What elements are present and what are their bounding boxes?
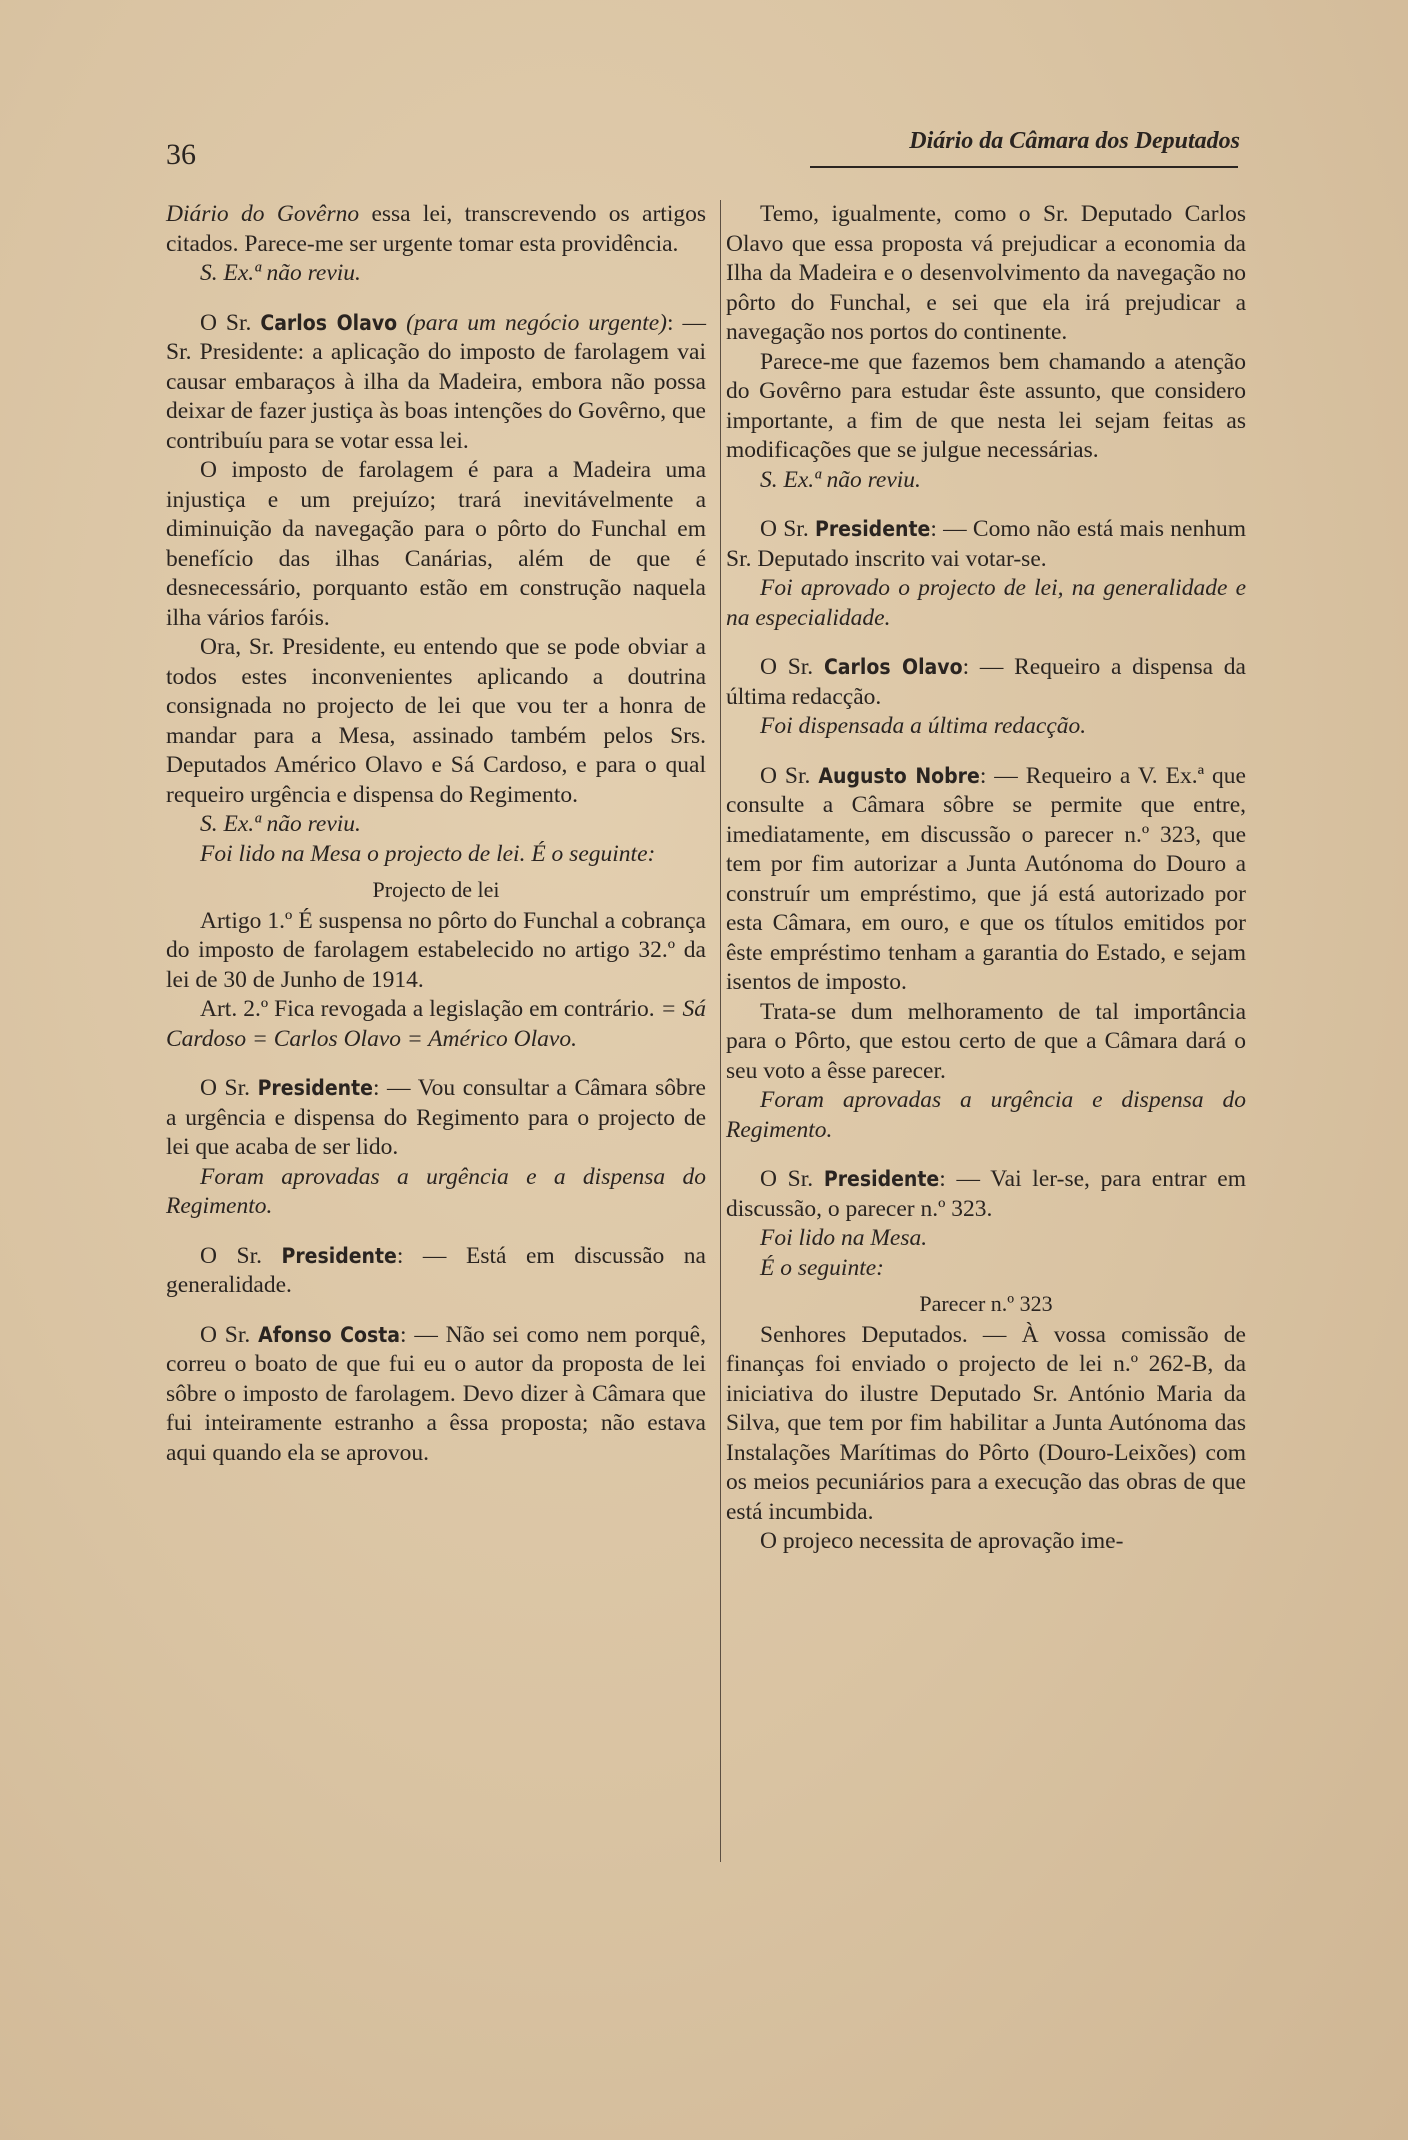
paragraph: Ora, Sr. Presidente, eu entendo que se pode obviar a todos estes inconvenientes aplicando a doutrina consignada no projecto de lei que vou ter a honra de mandar para a Mesa, assinado também pelos Srs. Deputados Américo Olavo e Sá Cardoso, e para o qual requeiro urgência e dispensa do Regimento. bbox=[166, 634, 706, 808]
editorial-note: Foi dispensada a última redacção. bbox=[760, 713, 1087, 739]
editorial-note: S. Ex.ª não reviu. bbox=[200, 811, 361, 837]
editorial-note: Foi lido na Mesa o projecto de lei. É o seguinte: bbox=[200, 840, 656, 867]
speech-text: : — Vai ler-se, para entrar em discussão, o parecer n.º 323. bbox=[726, 1166, 1246, 1222]
speech-context: (para um negócio urgente) bbox=[397, 309, 668, 336]
speech bbox=[726, 653, 1246, 712]
speech bbox=[166, 309, 706, 457]
editorial-note: Foi lido na Mesa. bbox=[760, 1225, 928, 1251]
paragraph: Parece-me que fazemos bem chamando a atenção do Govêrno para estudar êste assunto, que considero importante, a fim de que nesta lei sejam feitas as modificações que se julgue necessárias. bbox=[726, 348, 1246, 463]
paragraph: Trata-se dum melhoramento de tal importância para o Pôrto, que estou certo de que a Câmara dará o seu voto a êsse parecer. bbox=[726, 998, 1246, 1084]
editorial-note: Foi aprovado o projecto de lei, na generalidade e na especialidade. bbox=[726, 575, 1246, 631]
speaker-name: Presidente bbox=[257, 1076, 373, 1100]
speech-prefix: O Sr. bbox=[200, 309, 261, 336]
speech bbox=[726, 515, 1246, 574]
speaker-name: Augusto Nobre bbox=[818, 763, 980, 788]
speech-text: : — Vou consultar a Câmara sôbre a urgência e dispensa do Regimento para o projecto de lei que acaba de ser lido. bbox=[166, 1075, 706, 1160]
speech-prefix: O Sr. bbox=[200, 1321, 259, 1348]
speech-text: : — Como não está mais nenhum Sr. Deputado inscrito vai votar-se. bbox=[726, 516, 1246, 572]
section-heading: Projecto de lei bbox=[372, 877, 500, 902]
editorial-note: S. Ex.ª não reviu. bbox=[200, 260, 361, 286]
speech-prefix: O Sr. bbox=[200, 1075, 258, 1101]
speech bbox=[166, 1321, 706, 1469]
speech-text: : — Requeiro a dispensa da última redacção. bbox=[726, 654, 1246, 710]
paragraph bbox=[166, 200, 706, 259]
left-column bbox=[166, 200, 706, 1468]
speech-prefix: O Sr. bbox=[200, 1242, 282, 1269]
right-column bbox=[726, 200, 1246, 1557]
paragraph: O projeco necessita de aprovação ime- bbox=[760, 1528, 1124, 1554]
paragraph: Senhores Deputados. — À vossa comissão de finanças foi enviado o projecto de lei n.º 262-B, da iniciativa do ilustre Deputado Sr. António Maria da Silva, que tem por fim habilitar a Junta Autónoma das Instalações Marítimas do Pôrto (Douro-Leixões) com os meios pecuniários para a execução das obras de que está incumbida. bbox=[726, 1321, 1246, 1525]
publication-title: Diário do Govêrno bbox=[166, 201, 360, 227]
speech bbox=[726, 762, 1246, 998]
speaker-name: Presidente bbox=[823, 1167, 940, 1191]
article-text: Art. 2.º Fica revogada a legislação em contrário. bbox=[200, 996, 655, 1022]
running-head: Diário da Câmara dos Deputados bbox=[909, 128, 1240, 154]
editorial-note: Foram aprovadas a urgência e dispensa do Regimento. bbox=[726, 1087, 1246, 1143]
speaker-name: Carlos Olavo bbox=[260, 310, 398, 335]
speech bbox=[166, 1242, 706, 1301]
editorial-note: S. Ex.ª não reviu. bbox=[760, 466, 921, 493]
speech-text: : — Sr. Presidente: a aplicação do imposto de farolagem vai causar embaraços à ilha da Madeira, embora não possa deixar de fazer justiça às boas intenções do Govêrno, que contribuíu para se votar essa lei. bbox=[166, 309, 706, 454]
speech bbox=[726, 1165, 1246, 1224]
speech bbox=[166, 1074, 706, 1163]
speech-text: : — Está em discussão na generalidade. bbox=[166, 1242, 706, 1298]
column-divider bbox=[720, 200, 721, 1862]
article bbox=[166, 995, 706, 1054]
section-heading: Parecer n.º 323 bbox=[919, 1291, 1053, 1316]
speaker-name: Presidente bbox=[814, 517, 931, 541]
article: Artigo 1.º É suspensa no pôrto do Funchal a cobrança do imposto de farolagem estabelecido no artigo 32.º da lei de 30 de Junho de 1914. bbox=[166, 907, 706, 993]
speech-prefix: O Sr. bbox=[760, 1166, 824, 1192]
speech-text: : — Não sei como nem porquê, correu o boato de que fui eu o autor da proposta de lei sôbre o imposto de farolagem. Devo dizer à Câmara que fui inteiramente estranho a êssa proposta; não estava aqui quando ela se aprovou. bbox=[166, 1321, 706, 1466]
page-number: 36 bbox=[166, 138, 196, 171]
signatures: = Sá Cardoso = Carlos Olavo = Américo Olavo. bbox=[166, 996, 707, 1052]
speech-text: : — Requeiro a V. Ex.ª que consulte a Câmara sôbre se permite que entre, imediatamente, em discussão o parecer n.º 323, que tem por fim autorizar a Junta Autónoma do Douro a construír um empréstimo, que já está autorizado por esta Câmara, em ouro, e que os títulos emitidos por êste empréstimo tenham a garantia do Estado, e sejam isentos de imposto. bbox=[726, 762, 1246, 995]
speaker-name: Presidente bbox=[281, 1243, 397, 1268]
header-rule bbox=[810, 166, 1238, 168]
speaker-name: Carlos Olavo bbox=[823, 655, 963, 679]
speaker-name: Afonso Costa bbox=[258, 1322, 400, 1347]
speech-prefix: O Sr. bbox=[760, 516, 815, 542]
paragraph: O imposto de farolagem é para a Madeira uma injustiça e um prejuízo; trará inevitávelmente a diminuição da navegação para o pôrto do Funchal em benefício das ilhas Canárias, além de que é desnecessário, porquanto estão em construção naquela ilha vários faróis. bbox=[166, 457, 706, 631]
editorial-note: É o seguinte: bbox=[760, 1254, 884, 1281]
paragraph: Temo, igualmente, como o Sr. Deputado Carlos Olavo que essa proposta vá prejudicar a economia da Ilha da Madeira e o desenvolvimento da navegação no pôrto do Funchal, e sei que ela irá prejudicar a navegação nos portos do continente. bbox=[726, 201, 1246, 345]
speech-prefix: O Sr. bbox=[760, 762, 819, 789]
paragraph-text: essa lei, transcrevendo os artigos citados. Parece-me ser urgente tomar esta providência. bbox=[166, 201, 706, 257]
editorial-note: Foram aprovadas a urgência e a dispensa do Regimento. bbox=[166, 1163, 706, 1219]
speech-prefix: O Sr. bbox=[760, 654, 824, 680]
